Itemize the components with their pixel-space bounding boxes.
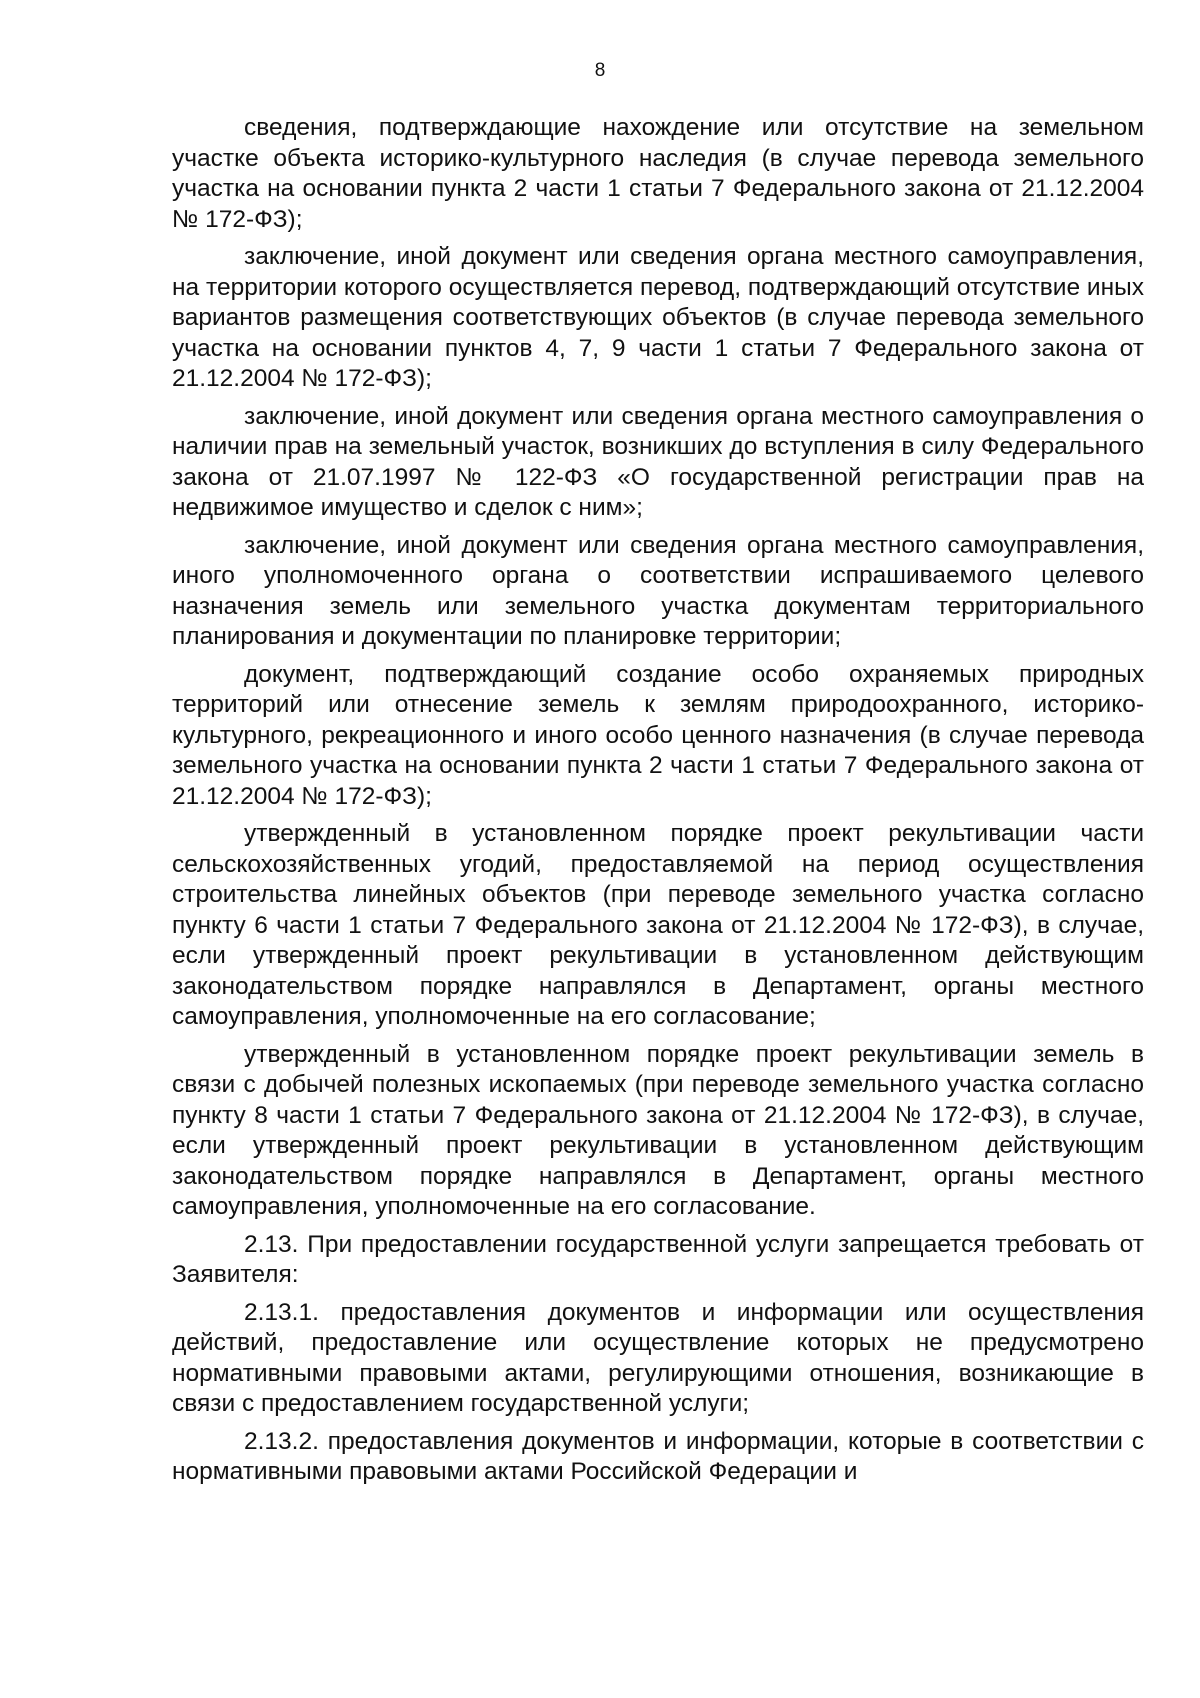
paragraph-section-2-13-1: 2.13.1. предоставления документов и информации или осуществления действий, предоставление или осуществление которых не предусмотрено нормативными правовыми актами, регулирующими отношения, возникающие в связи с предоставлением государственной услуги; xyxy=(172,1298,1144,1417)
paragraph-no-alternatives-conclusion: заключение, иной документ или сведения органа местного самоуправления, на территории которого осуществляется перевод, подтверждающий отсутствие иных вариантов размещения соответствующих объектов (в случае перевода земельного участка на основании пунктов 4, 7, 9 части 1 статьи 7 Федерального закона от 21.12.2004 № 172-ФЗ); xyxy=(172,243,1144,392)
paragraph-section-2-13-2: 2.13.2. предоставления документов и информации, которые в соответствии с нормативными правовыми актами Российской Федерации и xyxy=(172,1427,1144,1485)
paragraph-planning-conformity-conclusion: заключение, иной документ или сведения органа местного самоуправления, иного уполномоченного органа о соответствии испрашиваемого целевого назначения земель или земельного участка документам территориального планирования и документации по планировке территории; xyxy=(172,531,1144,650)
paragraph-section-2-13: 2.13. При предоставлении государственной услуги запрещается требовать от Заявителя: xyxy=(172,1230,1144,1288)
document-body xyxy=(172,113,1144,1495)
page-number: 8 xyxy=(594,60,606,81)
paragraph-reclamation-linear-objects: утвержденный в установленном порядке проект рекультивации части сельскохозяйственных угодий, предоставляемой на период осуществления строительства линейных объектов (при переводе земельного участка согласно пункту 6 части 1 статьи 7 Федерального закона от 21.12.2004 № 172-ФЗ), в случае, если утвержденный проект рекультивации в установленном действующим законодательством порядке направлялся в Департамент, органы местного самоуправления, уполномоченные на его согласование; xyxy=(172,820,1144,1030)
paragraph-reclamation-mining: утвержденный в установленном порядке проект рекультивации земель в связи с добычей полезных ископаемых (при переводе земельного участка согласно пункту 8 части 1 статьи 7 Федерального закона от 21.12.2004 № 172-ФЗ), в случае, если утвержденный проект рекультивации в установленном действующим законодательством порядке направлялся в Департамент, органы местного самоуправления, уполномоченные на его согласование. xyxy=(172,1040,1144,1220)
paragraph-prior-rights-conclusion: заключение, иной документ или сведения органа местного самоуправления о наличии прав на земельный участок, возникших до вступления в силу Федерального закона от 21.07.1997 № 122-ФЗ «О государственной регистрации прав на недвижимое имущество и сделок с ним»; xyxy=(172,402,1144,521)
paragraph-protected-territory-document: документ, подтверждающий создание особо охраняемых природных территорий или отнесение земель к землям природоохранного, историко-культурного, рекреационного и иного особо ценного назначения (в случае перевода земельного участка на основании пункта 2 части 1 статьи 7 Федерального закона от 21.12.2004 № 172-ФЗ); xyxy=(172,660,1144,810)
paragraph-heritage-info: сведения, подтверждающие нахождение или отсутствие на земельном участке объекта историко-культурного наследия (в случае перевода земельного участка на основании пункта 2 части 1 статьи 7 Федерального закона от 21.12.2004 № 172-ФЗ); xyxy=(172,114,1144,233)
